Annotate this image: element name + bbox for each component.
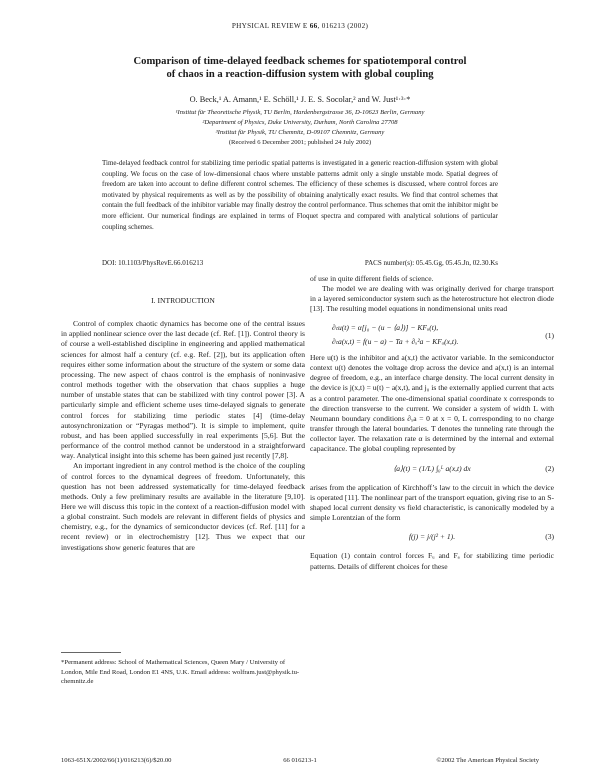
equation-1b: ∂ₜa(x,t) = f(u − a) − Ta + ∂ₓ²a − KFₐ(x,t). [332, 336, 459, 346]
footer-issn: 1063-651X/2002/66(1)/016213(6)/$20.00 [61, 757, 172, 764]
title-line-2: of chaos in a reaction-diffusion system with global coupling [166, 69, 434, 80]
footer-copyright: ©2002 The American Physical Society [436, 757, 539, 764]
volume: 66 [309, 22, 318, 30]
section-heading: I. INTRODUCTION [151, 296, 215, 305]
right-paragraph-2: The model we are dealing with was originally derived for charge transport in a layered semiconductor system such as the heterostructure hot electron diode [13]. The resulting model equations in nondimensional units read [310, 284, 554, 314]
pacs-numbers: PACS number(s): 05.45.Gg, 05.45.Jn, 02.30.Ks [364, 259, 498, 267]
equation-1 [310, 323, 554, 347]
doi: DOI: 10.1103/PhysRevE.66.016213 [102, 259, 204, 267]
footnote: *Permanent address: School of Mathematical Sciences, Queen Mary / University of London, Mile End Road, London E1 4NS, U.K. Email address: wolfram.just@physik.tu-chemnitz.de [61, 659, 300, 686]
equation-2 [310, 464, 554, 474]
equation-2-number: (2) [545, 463, 554, 473]
author-list: O. Beck,¹ A. Amann,¹ E. Schöll,¹ J. E. S. Socolar,² and W. Just¹·³·* [189, 95, 411, 104]
right-paragraph-3: Here u(t) is the inhibitor and a(x,t) the activator variable. In the semiconductor context u(t) denotes the voltage drop across the device and a(x,t) is an internal degree of freedom, e.g., an interface charge density. The local current density in the device is j(x,t) = u(t) − a(x,t), and j₀ is the externally applied current that acts as a control parameter. The one-dimensional spatial coordinate x corresponds to the direction transverse to the current. We consider a system of width L with Neumann boundary conditions ∂ₓa = 0 at x = 0, L corresponding to no charge transfer through the lateral boundaries. T denotes the tunneling rate through the collector layer. The relaxation rate α is determined by the internal and external capacitance. The global coupling represented by [310, 352, 554, 454]
equation-2-body: ⟨a⟩(t) = (1/L) ∫₀ᴸ a(x,t) dx [393, 463, 471, 473]
intro-paragraph-1: Control of complex chaotic dynamics has become one of the central issues in applied nonlinear science over the last decade (cf. Ref. [1]). Control theory is of course a well-established discipline in engineering and applied mathematical sciences for almost half a century (cf. e.g. Ref. [2]), but its application often requires either some information about the structure of the system or some data processing. The new aspect of chaos control is the emphasis of noninvasive control methods together with the observation that chaos supplies a huge number of unstable states that can be stabilized with tiny control power [3]. A particularly simple and efficient scheme uses time-delayed signals to generate control forces for stabilizing time periodic states [4] (time-delay autosynchronization or “Pyragas method”). It is simple to implement, quite robust, and has been applied successfully in real experiments [5,6]. But the performance of the control method cannot be understood in a straightforward way. Analytical insight into this scheme has been gained just recently [7,8]. [61, 319, 305, 461]
equation-1-number: (1) [545, 330, 554, 340]
right-paragraph-4: arises from the application of Kirchhoff’s law to the circuit in which the device is operated [11]. The nonlinear part of the transport equation, giving rise to an S-shaped local current density vs field characteristic, is canonically modeled by a simple Lorentzian of the form [310, 482, 554, 523]
equation-1a: ∂ₜu(t) = α[j₀ − (u − ⟨a⟩)] − KFᵤ(t), [332, 322, 439, 332]
title-line-1: Comparison of time-delayed feedback schemes for spatiotemporal control [133, 56, 467, 67]
right-paragraph-5: Equation (1) contain control forces Fᵤ and Fₐ for stabilizing time periodic patterns. Details of different choices for these [310, 551, 554, 571]
affiliation-1: ¹Institut für Theoretische Physik, TU Berlin, Hardenbergstrasse 36, D-10623 Berlin, Germany [175, 109, 425, 116]
left-column [61, 290, 305, 553]
affiliation-2: ²Department of Physics, Duke University, Durham, North Carolina 27708 [202, 119, 398, 126]
affiliation-3: ³Institut für Physik, TU Chemnitz, D-09107 Chemnitz, Germany [215, 129, 385, 136]
equation-3 [310, 532, 554, 542]
footnote-rule [61, 652, 121, 653]
received-date: (Received 6 December 2001; published 24 July 2002) [228, 139, 372, 146]
equation-3-number: (3) [545, 532, 554, 542]
equation-3-body: f(j) = j/(j² + 1). [408, 532, 456, 542]
footer-page: 66 016213-1 [283, 757, 317, 764]
right-column [310, 274, 554, 572]
paper-title [0, 55, 600, 81]
journal-name: PHYSICAL REVIEW E [231, 22, 308, 30]
page-range: 016213 (2002) [321, 22, 369, 30]
abstract: Time-delayed feedback control for stabilizing time periodic spatial patterns is investigated in a generic reaction-diffusion system with global coupling. We focus on the case of low-dimensional chaos where unstable patterns admit only a single unstable mode. Spatial degrees of freedom are taken into account to define different control schemes. The efficiency of these schemes is discussed, where control forces are motivated by physical requirements as well as by the possibility of obtaining analytically exact results. We find that control schemes that contain the full feedback of the inhibitor variable may finally destroy the control performance. Thus schemes that omit the inhibitor might be more efficient. Our numerical findings are explained in terms of Floquet spectra and compared with analytical solutions of particular coupling schemes. [102, 159, 498, 231]
right-paragraph-1: of use in quite different fields of science. [310, 274, 434, 283]
intro-paragraph-2: An important ingredient in any control method is the choice of the coupling of control forces to the dynamical degrees of freedom. Unfortunately, this question has not been addressed systematically for time-delayed feedback methods. Only a few preliminary results are available in the literature [9,10]. Here we will discuss this topic in the context of a reaction-diffusion model with a global constraint. Such models are relevant in different fields of physics and chemistry, e.g., for the dynamics of semiconductor devices (cf. Ref. [11] for a recent review) or in electrochemistry [12]. Thus we expect that our investigations show generic features that are [61, 461, 305, 552]
running-header: PHYSICAL REVIEW E 66, 016213 (2002) [231, 22, 369, 30]
